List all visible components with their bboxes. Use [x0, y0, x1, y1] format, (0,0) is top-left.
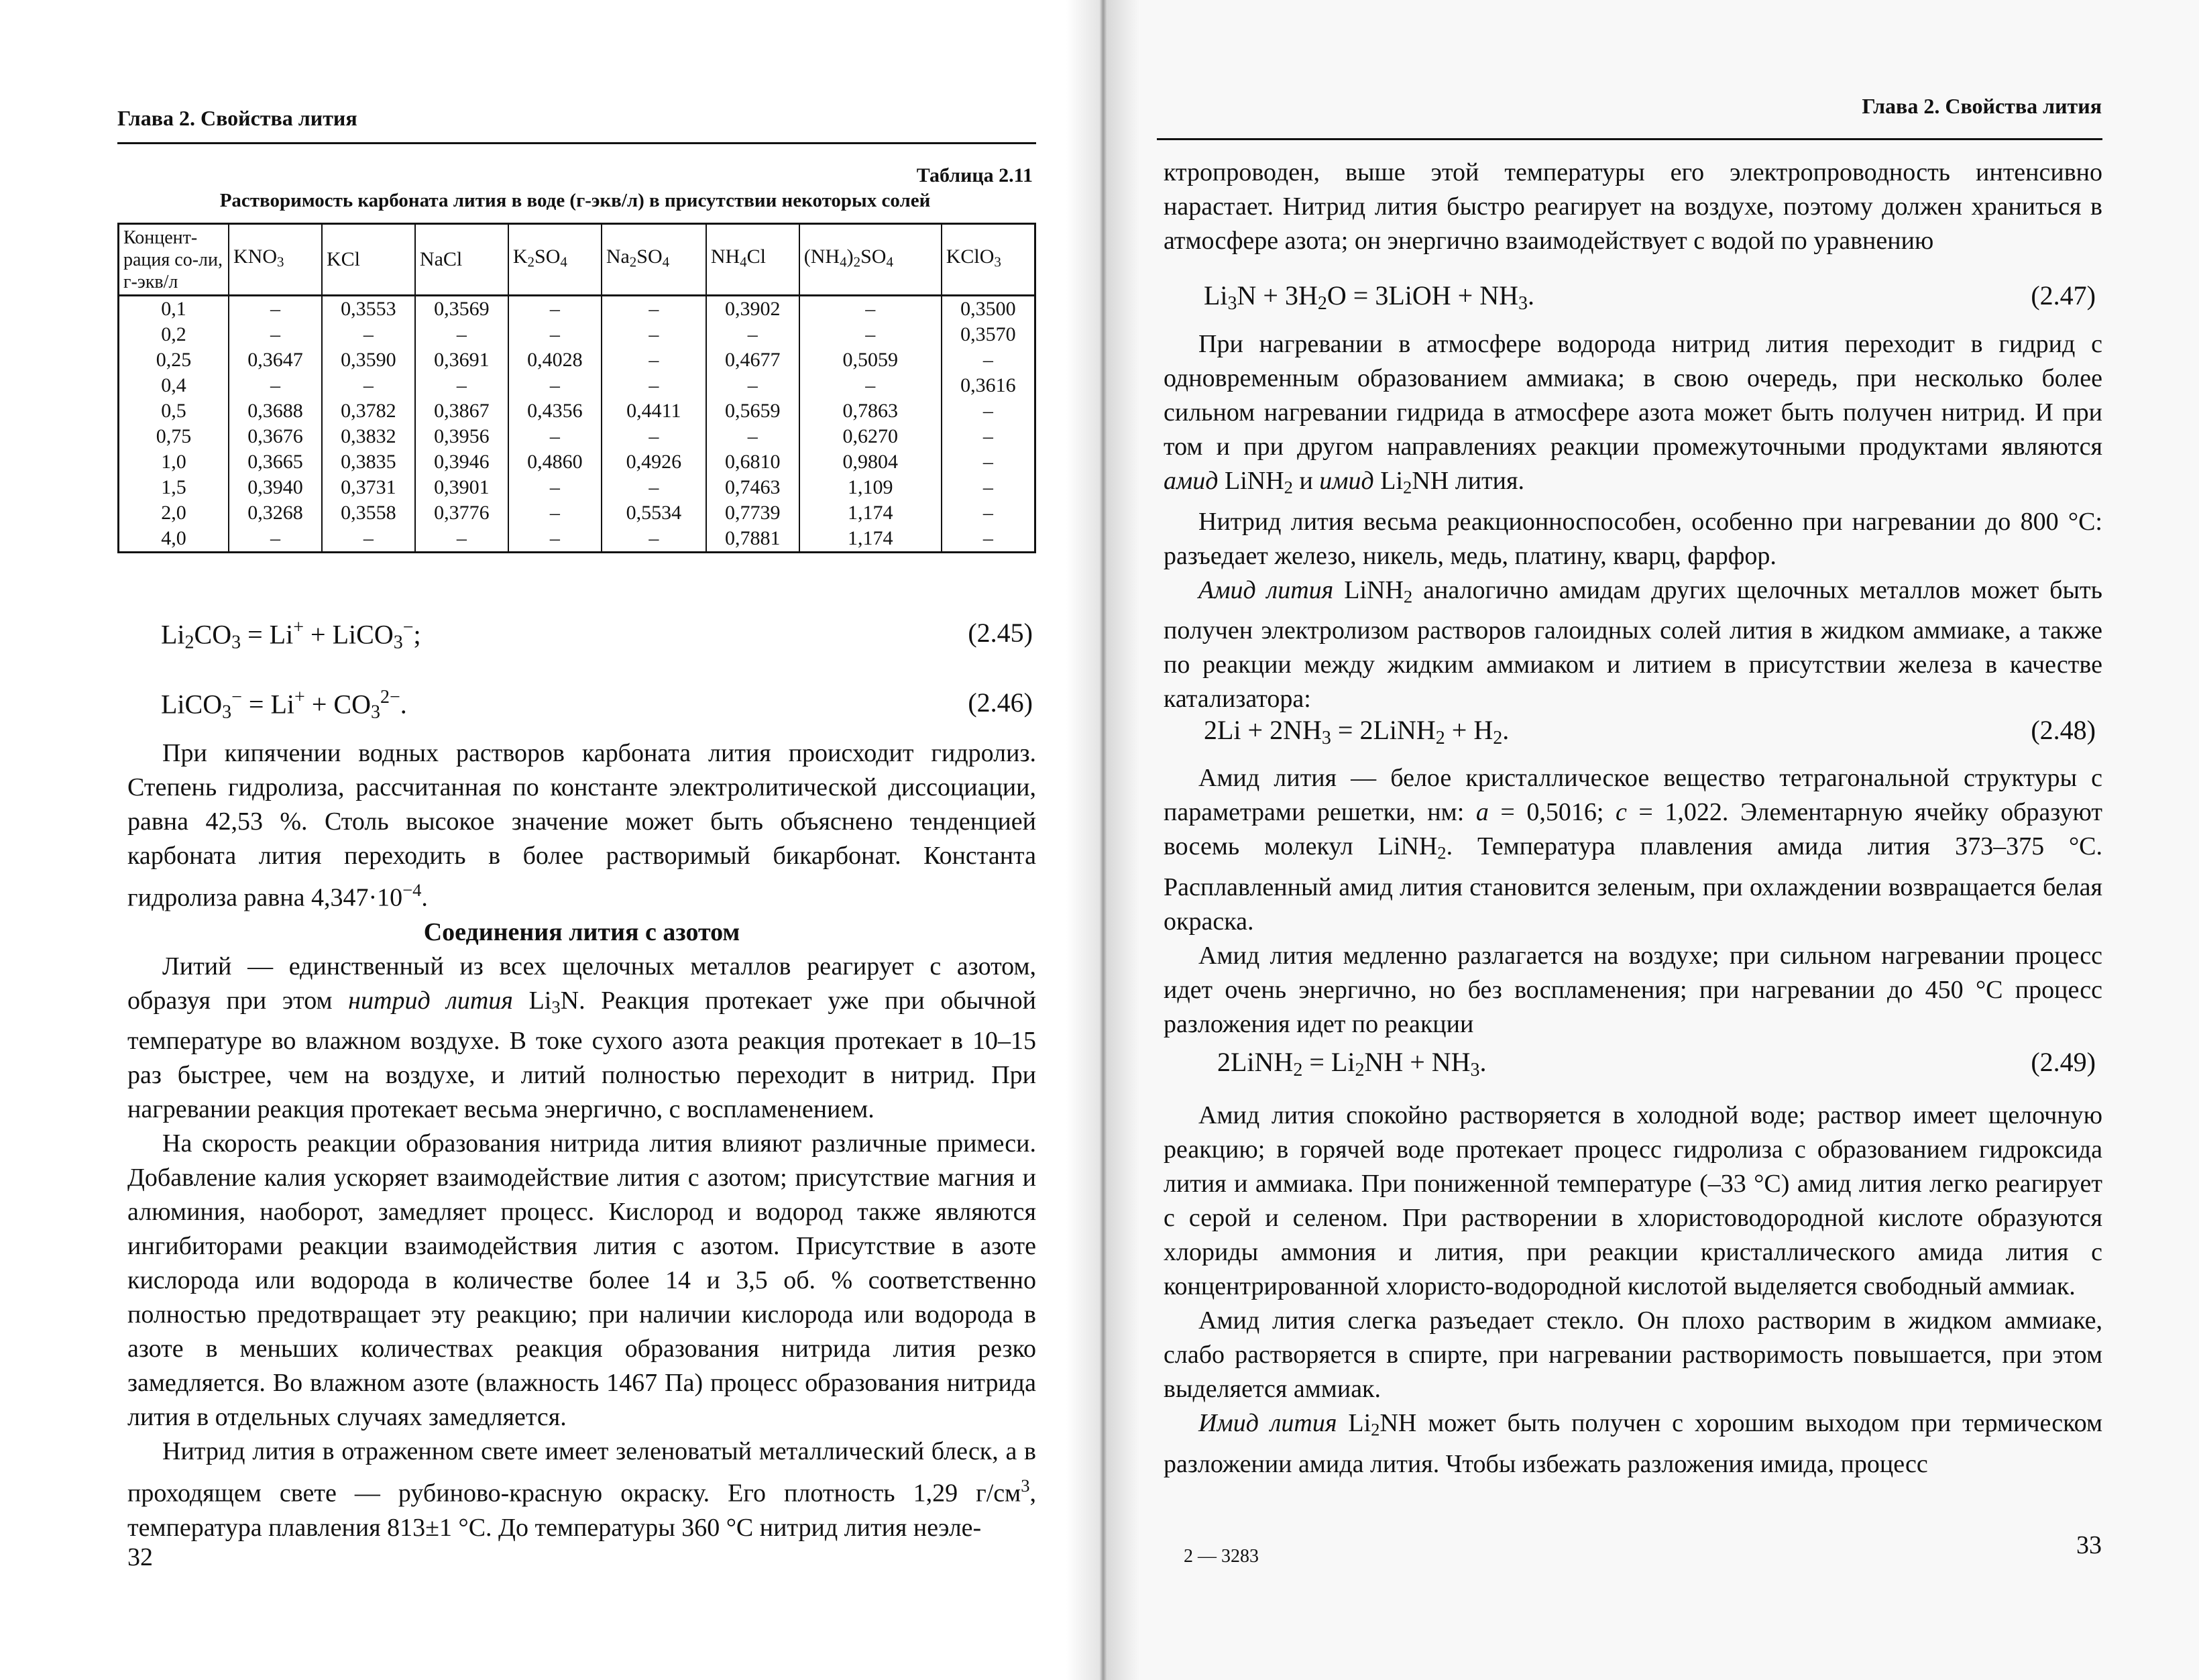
solubility-cell: 0,7739 — [706, 500, 799, 526]
paragraph: Имид лития $Li_2NH$ может быть получен с хорошим выходом при термическом разложении амида лития. Чтобы избежать разложения имида, процесс — [1164, 1409, 2102, 1478]
solubility-cell: – — [706, 424, 799, 449]
solubility-cell: – — [602, 475, 706, 500]
paragraph: Литий — единственный из всех щелочных металлов реагирует с азотом, образуя при этом нитрид лития $Li_3N$. Реакция протекает уже при обычной температуре во влажном воздухе. В токе сухого азота реакция протекает в 10–15 раз быстрее, чем на воздухе, и литий полностью переходит в нитрид. При нагревании реакция протекает весьма энергично, с воспламенением. — [127, 952, 1036, 1124]
solubility-cell: 0,3940 — [229, 475, 322, 500]
solubility-cell: – — [942, 449, 1035, 475]
solubility-cell: 0,3867 — [415, 398, 508, 424]
solubility-cell: – — [942, 526, 1035, 553]
table-row — [119, 475, 1035, 500]
running-head-left: Глава 2. Свойства лития — [117, 106, 357, 130]
col-header-na2so4: $Na_2SO_4$ — [602, 224, 706, 296]
solubility-cell: 0,3268 — [229, 500, 322, 526]
right-page — [1100, 0, 2199, 1680]
table-row — [119, 347, 1035, 373]
table-row — [119, 322, 1035, 347]
solubility-cell: 0,3688 — [229, 398, 322, 424]
solubility-cell: – — [942, 424, 1035, 449]
col-header-kclo3: KClO$_3$ — [942, 224, 1035, 296]
concentration-cell: 0,2 — [119, 322, 229, 347]
col-header-kcl: KCl — [322, 224, 415, 296]
solubility-cell: – — [799, 373, 942, 398]
solubility-cell: 0,3553 — [322, 296, 415, 323]
solubility-cell: – — [508, 500, 602, 526]
equation-2-45: $Li_2CO_3 = Li^+$ + LiCO$_3$−; (2.45) — [161, 617, 1033, 653]
table-body — [119, 296, 1035, 553]
solubility-cell: 0,3902 — [706, 296, 799, 323]
table-row — [119, 424, 1035, 449]
paragraph: Амид лития — белое кристаллическое вещество тетрагональной структуры с параметрами решетки, нм: a = 0,5016; c = 1,022. Элементарную ячейку образуют восемь молекул LiNH$_2$. Температура плавления амида лития 373–375 °С. Расплавленный амид лития становится зеленым, при охлаждении возвращается белая окраска. — [1164, 764, 2103, 936]
right-body-text-bottom — [1164, 1099, 2102, 1481]
solubility-cell: – — [942, 347, 1035, 373]
table-row — [119, 398, 1035, 424]
table-row — [119, 296, 1035, 323]
concentration-cell: 2,0 — [119, 500, 229, 526]
solubility-cell: – — [942, 475, 1035, 500]
solubility-cell: 0,3676 — [229, 424, 322, 449]
solubility-cell: 0,6270 — [799, 424, 942, 449]
paragraph: Нитрид лития в отраженном свете имеет зеленоватый металлический блеск, а в проходящем свете — рубиново-красную окраску. Его плотность 1,29 $г/см^3$, температура плавления 813±1 °С. До температуры 360 °С нитрид лития неэле- — [127, 1437, 1036, 1542]
solubility-cell: 0,3558 — [322, 500, 415, 526]
col-header-k2so4: $K_2SO_4$ — [508, 224, 602, 296]
solubility-cell: 0,3835 — [322, 449, 415, 475]
solubility-cell: 0,4926 — [602, 449, 706, 475]
solubility-cell: 0,3901 — [415, 475, 508, 500]
solubility-cell: – — [508, 296, 602, 323]
solubility-cell: – — [706, 322, 799, 347]
solubility-cell: 0,4356 — [508, 398, 602, 424]
solubility-cell: – — [602, 424, 706, 449]
footer-code: 2 — 3283 — [1184, 1546, 1259, 1567]
book-spine — [1066, 0, 1140, 1680]
equation-number: (2.45) — [968, 618, 1033, 648]
solubility-cell: 0,3691 — [415, 347, 508, 373]
concentration-cell: 0,75 — [119, 424, 229, 449]
left-body-text — [127, 736, 1036, 1545]
solubility-cell: – — [799, 296, 942, 323]
solubility-cell: – — [415, 526, 508, 553]
section-heading: Соединения лития с азотом — [423, 917, 740, 946]
solubility-cell: – — [508, 424, 602, 449]
solubility-cell: 0,3500 — [942, 296, 1035, 323]
solubility-cell: 0,5059 — [799, 347, 942, 373]
solubility-cell: 1,174 — [799, 500, 942, 526]
paragraph: Нитрид лития весьма реакционноспособен, особенно при нагревании до 800 °С: разъедает железо, никель, медь, платину, кварц, фарфор. — [1164, 507, 2102, 570]
col-header-nacl: NaCl — [415, 224, 508, 296]
concentration-cell: 0,5 — [119, 398, 229, 424]
solubility-cell: 1,109 — [799, 475, 942, 500]
solubility-cell: – — [602, 322, 706, 347]
paragraph: Амид лития слегка разъедает стекло. Он плохо растворим в жидком аммиаке, слабо растворяется в спирте, при нагревании растворимость повышается, при этом выделяется аммиак. — [1164, 1306, 2102, 1403]
solubility-cell: 0,3616 — [942, 373, 1035, 398]
solubility-cell: – — [322, 322, 415, 347]
table-row — [119, 449, 1035, 475]
solubility-cell: 0,5534 — [602, 500, 706, 526]
paragraph: Амид лития спокойно растворяется в холодной воде; раствор имеет щелочную реакцию; в горячей воде протекает процесс гидролиза с образованием гидроксида лития и аммиака. При пониженной температуре (–33 °С) амид лития легко реагирует с серой и селеном. При растворении в хлористоводородной кислоте образуются хлориды аммония и лития, при реакции кристаллического амида лития с концентрированной хлористо-водородной кислотой выделяется свободный аммиак. — [1164, 1101, 2102, 1300]
solubility-cell: 0,7463 — [706, 475, 799, 500]
header-rule-left — [117, 142, 1036, 144]
solubility-cell: – — [508, 322, 602, 347]
solubility-cell: – — [799, 322, 942, 347]
concentration-cell: 1,0 — [119, 449, 229, 475]
solubility-cell: 0,3731 — [322, 475, 415, 500]
equation-number: (2.49) — [2031, 1047, 2096, 1077]
solubility-cell: – — [415, 322, 508, 347]
solubility-cell: – — [508, 475, 602, 500]
col-header-nh4cl: $NH_4Cl$ — [706, 224, 799, 296]
solubility-table — [117, 223, 1036, 553]
solubility-cell: – — [229, 373, 322, 398]
equation-2-46: LiCO$_3$− = $Li^+ + CO_3^{2-}$. (2.46) — [161, 687, 1033, 723]
solubility-cell: – — [508, 373, 602, 398]
solubility-cell: – — [706, 373, 799, 398]
solubility-cell: – — [508, 526, 602, 553]
equation-number: (2.46) — [968, 687, 1033, 718]
concentration-cell: 0,1 — [119, 296, 229, 323]
table-row — [119, 373, 1035, 398]
table-header-row — [119, 224, 1035, 296]
solubility-cell: 0,7881 — [706, 526, 799, 553]
equation-number: (2.48) — [2031, 715, 2096, 745]
solubility-cell: 0,9804 — [799, 449, 942, 475]
solubility-cell: – — [602, 373, 706, 398]
solubility-cell: – — [602, 526, 706, 553]
solubility-cell: 0,3570 — [942, 322, 1035, 347]
solubility-cell: 0,3590 — [322, 347, 415, 373]
page-number-left: 32 — [127, 1543, 153, 1571]
solubility-cell: 0,4677 — [706, 347, 799, 373]
solubility-cell: 0,5659 — [706, 398, 799, 424]
paragraph: Амид лития LiNH$_2$ аналогично амидам других щелочных металлов может быть получен электролизом растворов галоидных солей лития в жидком аммиаке, а также по реакции между жидким аммиаком и литием в присутствии железа в качестве катализатора: — [1164, 575, 2102, 714]
solubility-cell: 0,3647 — [229, 347, 322, 373]
solubility-cell: 0,4860 — [508, 449, 602, 475]
solubility-cell: 0,4411 — [602, 398, 706, 424]
col-header-concentration: Концент-рация со-ли, г-экв/л — [119, 224, 229, 296]
solubility-cell: – — [229, 322, 322, 347]
solubility-cell: 0,3782 — [322, 398, 415, 424]
solubility-cell: 0,6810 — [706, 449, 799, 475]
table-row — [119, 526, 1035, 553]
equation-number: (2.47) — [2031, 280, 2096, 311]
equation-2-48: $2Li + 2NH_3$ = 2LiNH$_2$ + $H_2$. (2.48) — [1204, 715, 2096, 748]
solubility-cell: 0,3569 — [415, 296, 508, 323]
solubility-cell: – — [602, 347, 706, 373]
paragraph: Амид лития медленно разлагается на воздухе; при сильном нагревании процесс идет очень энергично, но без воспламенения; при нагревании до 450 °С процесс разложения идет по реакции — [1164, 941, 2102, 1038]
solubility-cell: 0,3956 — [415, 424, 508, 449]
solubility-cell: – — [602, 296, 706, 323]
table-row — [119, 500, 1035, 526]
solubility-cell: – — [415, 373, 508, 398]
solubility-cell: 0,3665 — [229, 449, 322, 475]
solubility-cell: – — [229, 526, 322, 553]
running-head-right: Глава 2. Свойства лития — [1862, 94, 2102, 118]
col-header-kno3: $KNO_3$ — [229, 224, 322, 296]
table-label: Таблица 2.11 — [916, 164, 1033, 186]
solubility-cell: – — [942, 398, 1035, 424]
solubility-cell: 0,4028 — [508, 347, 602, 373]
equation-2-47: $Li_3N + 3H_2O$ = 3LiOH + $NH_3$. (2.47) — [1204, 280, 2096, 314]
paragraph: При кипячении водных растворов карбоната лития происходит гидролиз. Степень гидролиза, рассчитанная по константе электролитической диссоциации, равна 42,53 %. Столь высокое значение может быть объяснено тенденцией карбоната лития переходить в более растворимый бикарбонат. Константа гидролиза равна $4,347\cdot 10^{-4}$. — [127, 739, 1036, 912]
solubility-cell: – — [322, 373, 415, 398]
solubility-cell: 0,3832 — [322, 424, 415, 449]
concentration-cell: 4,0 — [119, 526, 229, 553]
concentration-cell: 0,25 — [119, 347, 229, 373]
concentration-cell: 1,5 — [119, 475, 229, 500]
table-title: Растворимость карбоната лития в воде (г-экв/л) в присутствии некоторых солей — [219, 190, 931, 211]
paragraph: ктропроводен, выше этой температуры его электропроводность интенсивно нарастает. Нитрид лития быстро реагирует на воздухе, поэтому должен храниться в атмосфере азота; он энергично взаимодействует с водой по уравнению — [1164, 158, 2102, 255]
solubility-cell: – — [229, 296, 322, 323]
solubility-cell: 1,174 — [799, 526, 942, 553]
right-body-text-lower — [1164, 761, 2102, 1042]
right-body-text-middle — [1164, 327, 2102, 716]
col-header-nh4-2so4: $(NH_4)_2SO_4$ — [799, 224, 942, 296]
solubility-cell: 0,7863 — [799, 398, 942, 424]
equation-2-49: 2LiNH$_2$ = $Li_2NH + NH_3$. (2.49) — [1217, 1047, 2096, 1080]
concentration-cell: 0,4 — [119, 373, 229, 398]
right-body-text-top — [1164, 156, 2102, 258]
solubility-cell: – — [942, 500, 1035, 526]
header-rule-right — [1157, 138, 2102, 140]
solubility-cell: – — [322, 526, 415, 553]
paragraph: При нагревании в атмосфере водорода нитрид лития переходит в гидрид с одновременным образованием аммиака; в свою очередь, при несколько более сильном нагревании гидрида в атмосфере азота может быть получен нитрид. И при том и при другом направлениях реакции промежуточными продуктами являются амид LiNH$_2$ и имид $Li_2NH$ лития. — [1164, 330, 2102, 498]
solubility-cell: 0,3776 — [415, 500, 508, 526]
page-number-right: 33 — [2076, 1531, 2102, 1559]
solubility-cell: 0,3946 — [415, 449, 508, 475]
paragraph: На скорость реакции образования нитрида лития влияют различные примеси. Добавление калия ускоряет взаимодействие лития с азотом; присутствие магния и алюминия, наоборот, замедляет процесс. Кислород и водород также являются ингибиторами реакции взаимодействия лития с азотом. Присутствие в азоте кислорода или водорода в количестве более 14 и 3,5 об. % соответственно полностью предотвращает эту реакцию; при наличии кислорода или водорода в азоте в меньших количествах реакция образования нитрида лития резко замедляется. Во влажном азоте (влажность 1467 Па) процесс образования нитрида лития в отдельных случаях замедляется. — [127, 1129, 1036, 1432]
